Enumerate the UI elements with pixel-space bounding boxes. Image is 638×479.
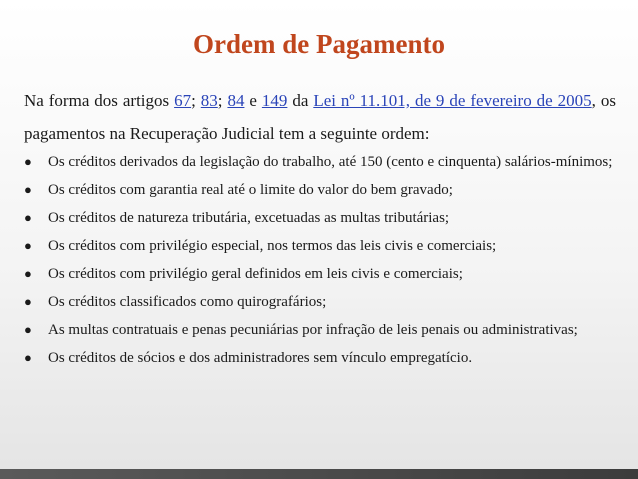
list-item-text: Os créditos derivados da legislação do trabalho, até 150 (cento e cinquenta) salários-mínimos; — [48, 154, 613, 170]
list-item — [24, 236, 616, 256]
list-item-text: Os créditos com privilégio geral definidos em leis civis e comerciais; — [48, 266, 463, 282]
intro-text-end: , os pagamentos na Recuperação Judicial tem a seguinte ordem: — [24, 91, 616, 143]
bullet-icon: ● — [24, 210, 32, 225]
list-item-text: Os créditos de natureza tributária, excetuadas as multas tributárias; — [48, 210, 450, 226]
separator: ; — [191, 91, 201, 110]
list-item-text: Os créditos de sócios e dos administradores sem vínculo empregatício. — [48, 350, 473, 366]
list-item-text: Os créditos com privilégio especial, nos termos das leis civis e comerciais; — [48, 238, 497, 254]
payment-order-list — [24, 152, 616, 376]
intro-paragraph — [24, 84, 616, 150]
list-item-text: As multas contratuais e penas pecuniárias por infração de leis penais ou administrativas; — [48, 322, 578, 338]
list-item — [24, 208, 616, 228]
bullet-icon: ● — [24, 154, 32, 169]
bullet-icon: ● — [24, 238, 32, 253]
separator: da — [287, 91, 314, 110]
list-item — [24, 292, 616, 312]
list-item-text: Os créditos classificados como quirografários; — [48, 294, 327, 310]
footer-bar — [0, 469, 638, 479]
bullet-icon: ● — [24, 182, 32, 197]
article-84-link[interactable]: 84 — [227, 91, 245, 110]
article-67-link[interactable]: 67 — [174, 91, 192, 110]
slide-title: Ordem de Pagamento — [193, 29, 445, 59]
list-item — [24, 320, 616, 340]
bullet-icon: ● — [24, 322, 32, 337]
intro-text: Na forma dos artigos — [24, 91, 175, 110]
separator: e — [244, 91, 262, 110]
list-item-text: Os créditos com garantia real até o limite do valor do bem gravado; — [48, 182, 453, 198]
bullet-icon: ● — [24, 266, 32, 281]
article-149-link[interactable]: 149 — [261, 91, 288, 110]
separator: ; — [217, 91, 228, 110]
law-link[interactable]: Lei nº 11.101, de 9 de fevereiro de 2005 — [313, 91, 592, 110]
list-item — [24, 264, 616, 284]
list-item — [24, 348, 616, 368]
article-83-link[interactable]: 83 — [200, 91, 218, 110]
bullet-icon: ● — [24, 350, 32, 365]
list-item — [24, 152, 616, 172]
list-item — [24, 180, 616, 200]
bullet-icon: ● — [24, 294, 32, 309]
